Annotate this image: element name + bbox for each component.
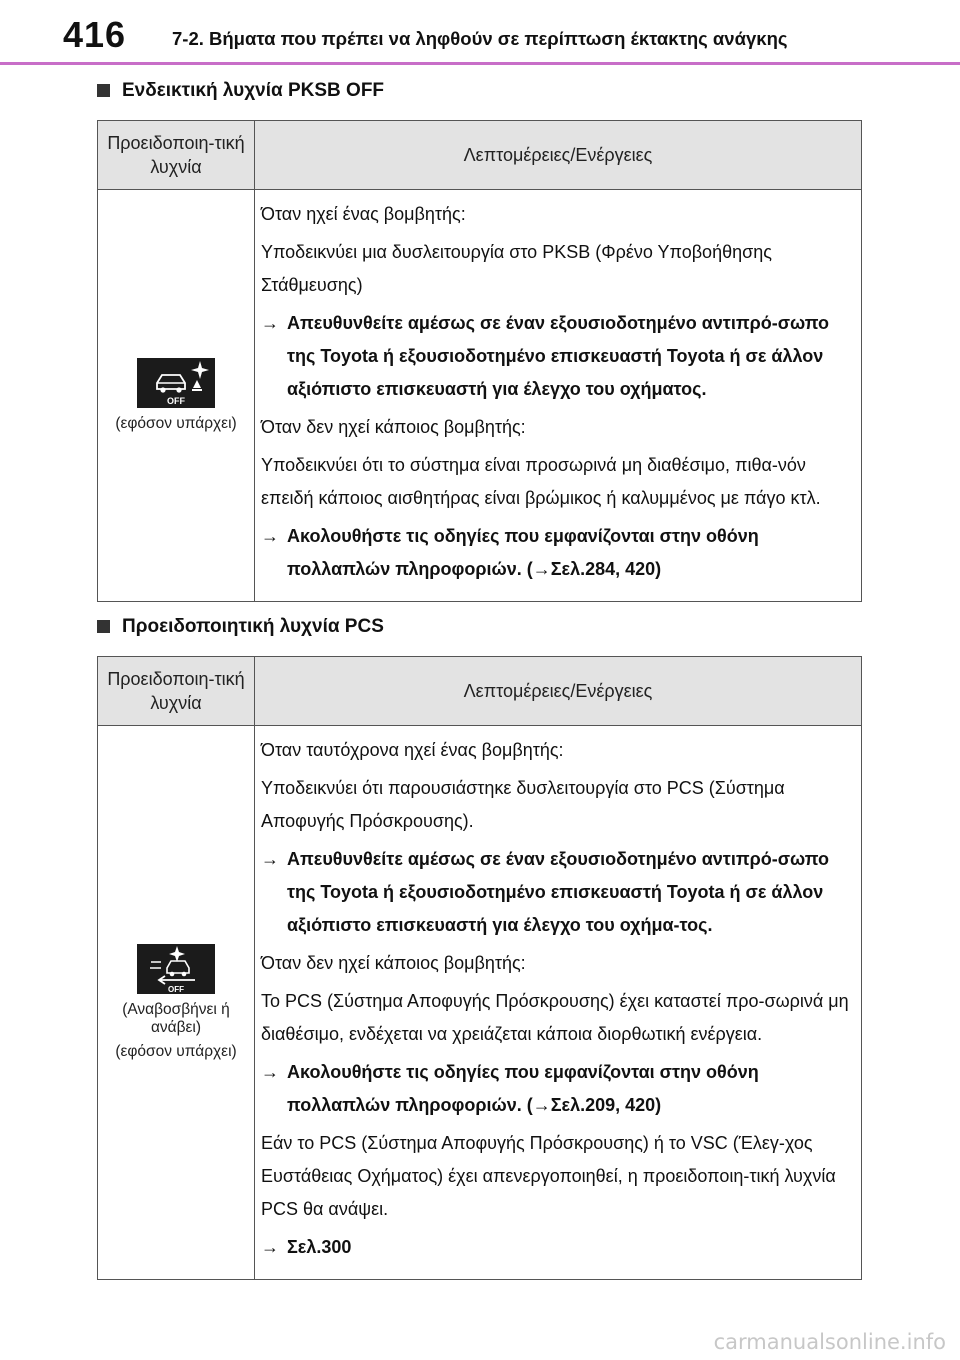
action-step: → Ακολουθήστε τις οδηγίες που εμφανίζονται στην οθόνη πολλαπλών πληροφοριών. (→Σελ.284, 420) (261, 520, 853, 586)
action-step: → Απευθυνθείτε αμέσως σε έναν εξουσιοδοτημένο αντιπρό-σωπο της Toyota ή εξουσιοδοτημένο επισκευαστή Toyota ή σε άλλον αξιόπιστο επισκευαστή για έλεγχο του οχήμα-τος. (261, 843, 853, 942)
page-header (0, 0, 960, 66)
page-number: 416 (63, 14, 127, 55)
pcs-warning-table (97, 656, 862, 1280)
action-step: → Απευθυνθείτε αμέσως σε έναν εξουσιοδοτημένο αντιπρό-σωπο της Toyota ή εξουσιοδοτημένο επισκευαστή Toyota ή σε άλλον αξιόπιστο επισκευαστή για έλεγχο του οχήματος. (261, 307, 853, 406)
col-header-details: Λεπτομέρειες/Ενέργειες (255, 657, 862, 726)
action-step: → Σελ.300 (261, 1231, 853, 1264)
table-row (98, 190, 862, 602)
section-heading-pcs: Προειδοποιητική λυχνία PCS (97, 616, 384, 638)
lamp-caption: (εφόσον υπάρχει) (115, 415, 237, 432)
arrow-right-icon: → (261, 849, 279, 869)
section-heading-pksb: Ενδεικτική λυχνία PKSB OFF (97, 80, 384, 102)
chapter-title: 7-2. Βήματα που πρέπει να ληφθούν σε περίπτωση έκτακτης ανάγκης (172, 28, 788, 49)
square-bullet-icon (97, 620, 110, 633)
col-header-lamp: Προειδοποιη-τική λυχνία (98, 121, 255, 190)
arrow-right-icon: → (261, 1237, 279, 1257)
paragraph: Όταν δεν ηχεί κάποιος βομβητής: (261, 417, 526, 437)
pksb-warning-table (97, 120, 862, 602)
arrow-right-icon: → (261, 526, 279, 546)
paragraph: Εάν το PCS (Σύστημα Αποφυγής Πρόσκρουσης) ή το VSC (Έλεγ-χος Ευστάθειας Οχήματος) έχει απενεργοποιηθεί, η προειδοποιη-τική λυχνία PCS θα ανάψει. (261, 1133, 836, 1219)
paragraph: Το PCS (Σύστημα Αποφυγής Πρόσκρουσης) έχει καταστεί προ-σωρινά μη διαθέσιμο, ενδέχεται να χρειάζεται κάποια διορθωτική ενέργεια. (261, 991, 849, 1044)
details-cell (255, 190, 862, 602)
header-rule (0, 62, 960, 65)
lamp-caption: (εφόσον υπάρχει) (115, 1043, 237, 1060)
watermark: carmanualsonline.info (713, 1330, 946, 1354)
pcs-off-icon (137, 944, 215, 994)
table-row (98, 726, 862, 1280)
lamp-cell (98, 726, 255, 1280)
table-header-row (98, 121, 862, 190)
arrow-right-icon: → (261, 1062, 279, 1082)
paragraph: Όταν δεν ηχεί κάποιος βομβητής: (261, 953, 526, 973)
col-header-details: Λεπτομέρειες/Ενέργειες (255, 121, 862, 190)
action-step: → Ακολουθήστε τις οδηγίες που εμφανίζονται στην οθόνη πολλαπλών πληροφοριών. (→Σελ.209, 420) (261, 1056, 853, 1122)
svg-text:OFF: OFF (168, 985, 184, 994)
svg-text:OFF: OFF (167, 396, 185, 406)
paragraph: Όταν ηχεί ένας βομβητής: (261, 204, 466, 224)
paragraph: Υποδεικνύει μια δυσλειτουργία στο PKSB (Φρένο Υποβοήθησης Στάθμευσης) (261, 242, 772, 295)
lamp-cell (98, 190, 255, 602)
col-header-lamp: Προειδοποιη-τική λυχνία (98, 657, 255, 726)
paragraph: Όταν ταυτόχρονα ηχεί ένας βομβητής: (261, 740, 564, 760)
pksb-off-icon (137, 358, 215, 408)
table-header-row (98, 657, 862, 726)
lamp-caption: (Αναβοσβήνει ή ανάβει) (122, 1001, 230, 1036)
paragraph: Υποδεικνύει ότι το σύστημα είναι προσωρινά μη διαθέσιμο, πιθα-νόν επειδή κάποιος αισθητήρας είναι βρώμικος ή καλυμμένος με πάγο κτλ. (261, 455, 821, 508)
paragraph: Υποδεικνύει ότι παρουσιάστηκε δυσλειτουργία στο PCS (Σύστημα Αποφυγής Πρόσκρουσης). (261, 778, 785, 831)
arrow-right-icon: → (261, 313, 279, 333)
details-cell (255, 726, 862, 1280)
square-bullet-icon (97, 84, 110, 97)
